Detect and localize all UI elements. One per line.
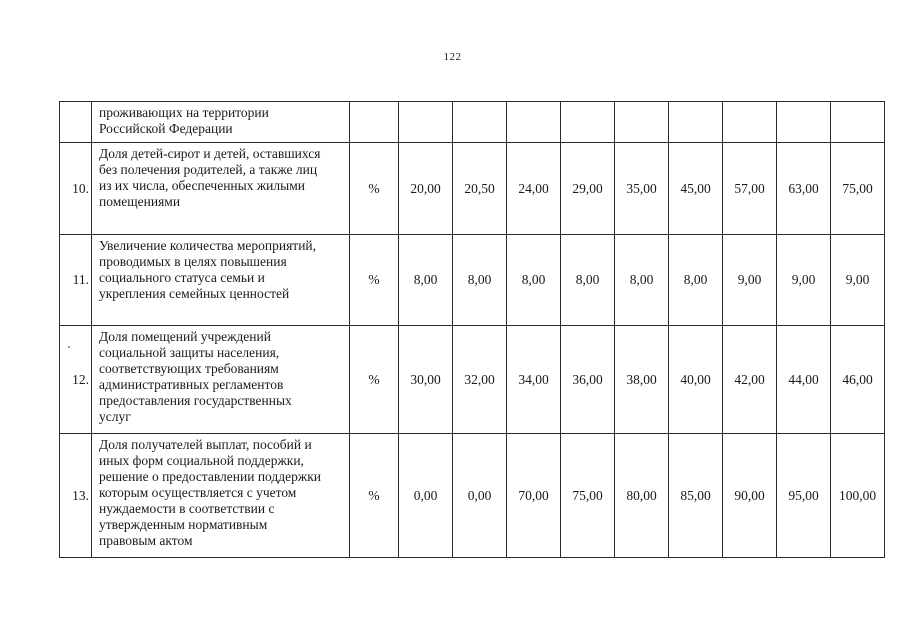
description-line: Увеличение количества мероприятий, [99,238,317,253]
value-cell: 29,00 [561,143,615,235]
value-cell: 8,00 [561,235,615,326]
value-cell: 70,00 [507,434,561,558]
value-cell [453,102,507,143]
value-cell: 9,00 [831,235,885,326]
value-cell: 100,00 [831,434,885,558]
description-line: социального статуса семьи и [99,270,265,285]
value-cell: 24,00 [507,143,561,235]
value-cell [669,102,723,143]
value-cell: 20,50 [453,143,507,235]
row-number: 12. [60,326,92,434]
indicators-table [59,101,885,558]
table-row [60,326,885,434]
indicator-description [92,143,350,235]
description-line: услуг [99,409,131,424]
description-line: административных регламентов [99,377,284,392]
description-line: нуждаемости в соответствии с [99,501,275,516]
value-cell [615,102,669,143]
table-row [60,235,885,326]
value-cell [507,102,561,143]
description-line: проживающих на территории [99,105,269,120]
value-cell: 80,00 [615,434,669,558]
value-cell: 32,00 [453,326,507,434]
value-cell: 75,00 [561,434,615,558]
row-number: 10. [60,143,92,235]
indicator-description [92,102,350,143]
indicator-description [92,326,350,434]
value-cell: 90,00 [723,434,777,558]
value-cell: 8,00 [399,235,453,326]
value-cell: 44,00 [777,326,831,434]
description-line: утвержденным нормативным [99,517,268,532]
unit-cell: % [350,143,399,235]
value-cell: 8,00 [453,235,507,326]
value-cell [831,102,885,143]
table-row [60,143,885,235]
unit-cell [350,102,399,143]
description-line: социальной защиты населения, [99,345,280,360]
unit-cell: % [350,326,399,434]
description-line: Доля помещений учреждений [99,329,271,344]
row-number: 11. [60,235,92,326]
value-cell: 40,00 [669,326,723,434]
description-line: Доля получателей выплат, пособий и [99,437,312,452]
description-line: проводимых в целях повышения [99,254,287,269]
unit-cell: % [350,235,399,326]
value-cell: 20,00 [399,143,453,235]
description-line: Российской Федерации [99,121,233,136]
value-cell: 34,00 [507,326,561,434]
value-cell: 36,00 [561,326,615,434]
unit-cell: % [350,434,399,558]
description-line: без полечения родителей, а также лиц [99,162,318,177]
description-line: которым осуществляется с учетом [99,485,297,500]
value-cell: 38,00 [615,326,669,434]
description-line: предоставления государственных [99,393,292,408]
value-cell [777,102,831,143]
description-line: укрепления семейных ценностей [99,286,290,301]
page-number: 122 [443,51,462,63]
indicator-description [92,235,350,326]
value-cell: 95,00 [777,434,831,558]
value-cell [723,102,777,143]
description-line: из их числа, обеспеченных жилыми [99,178,305,193]
value-cell: 0,00 [399,434,453,558]
row-number [60,102,92,143]
value-cell: 30,00 [399,326,453,434]
value-cell: 45,00 [669,143,723,235]
value-cell: 35,00 [615,143,669,235]
value-cell: 8,00 [507,235,561,326]
row-number: 13. [60,434,92,558]
description-line: помещениями [99,194,181,209]
value-cell: 9,00 [777,235,831,326]
value-cell: 8,00 [615,235,669,326]
description-line: решение о предоставлении поддержки [99,469,322,484]
table-row [60,102,885,143]
value-cell: 42,00 [723,326,777,434]
value-cell: 8,00 [669,235,723,326]
description-line: Доля детей-сирот и детей, оставшихся [99,146,321,161]
value-cell: 9,00 [723,235,777,326]
table-row [60,434,885,558]
value-cell: 63,00 [777,143,831,235]
description-line: иных форм социальной поддержки, [99,453,304,468]
value-cell: 57,00 [723,143,777,235]
value-cell: 0,00 [453,434,507,558]
description-line: правовым актом [99,533,193,548]
description-line: соответствующих требованиям [99,361,279,376]
indicator-description [92,434,350,558]
value-cell [399,102,453,143]
value-cell: 75,00 [831,143,885,235]
value-cell: 46,00 [831,326,885,434]
value-cell [561,102,615,143]
value-cell: 85,00 [669,434,723,558]
